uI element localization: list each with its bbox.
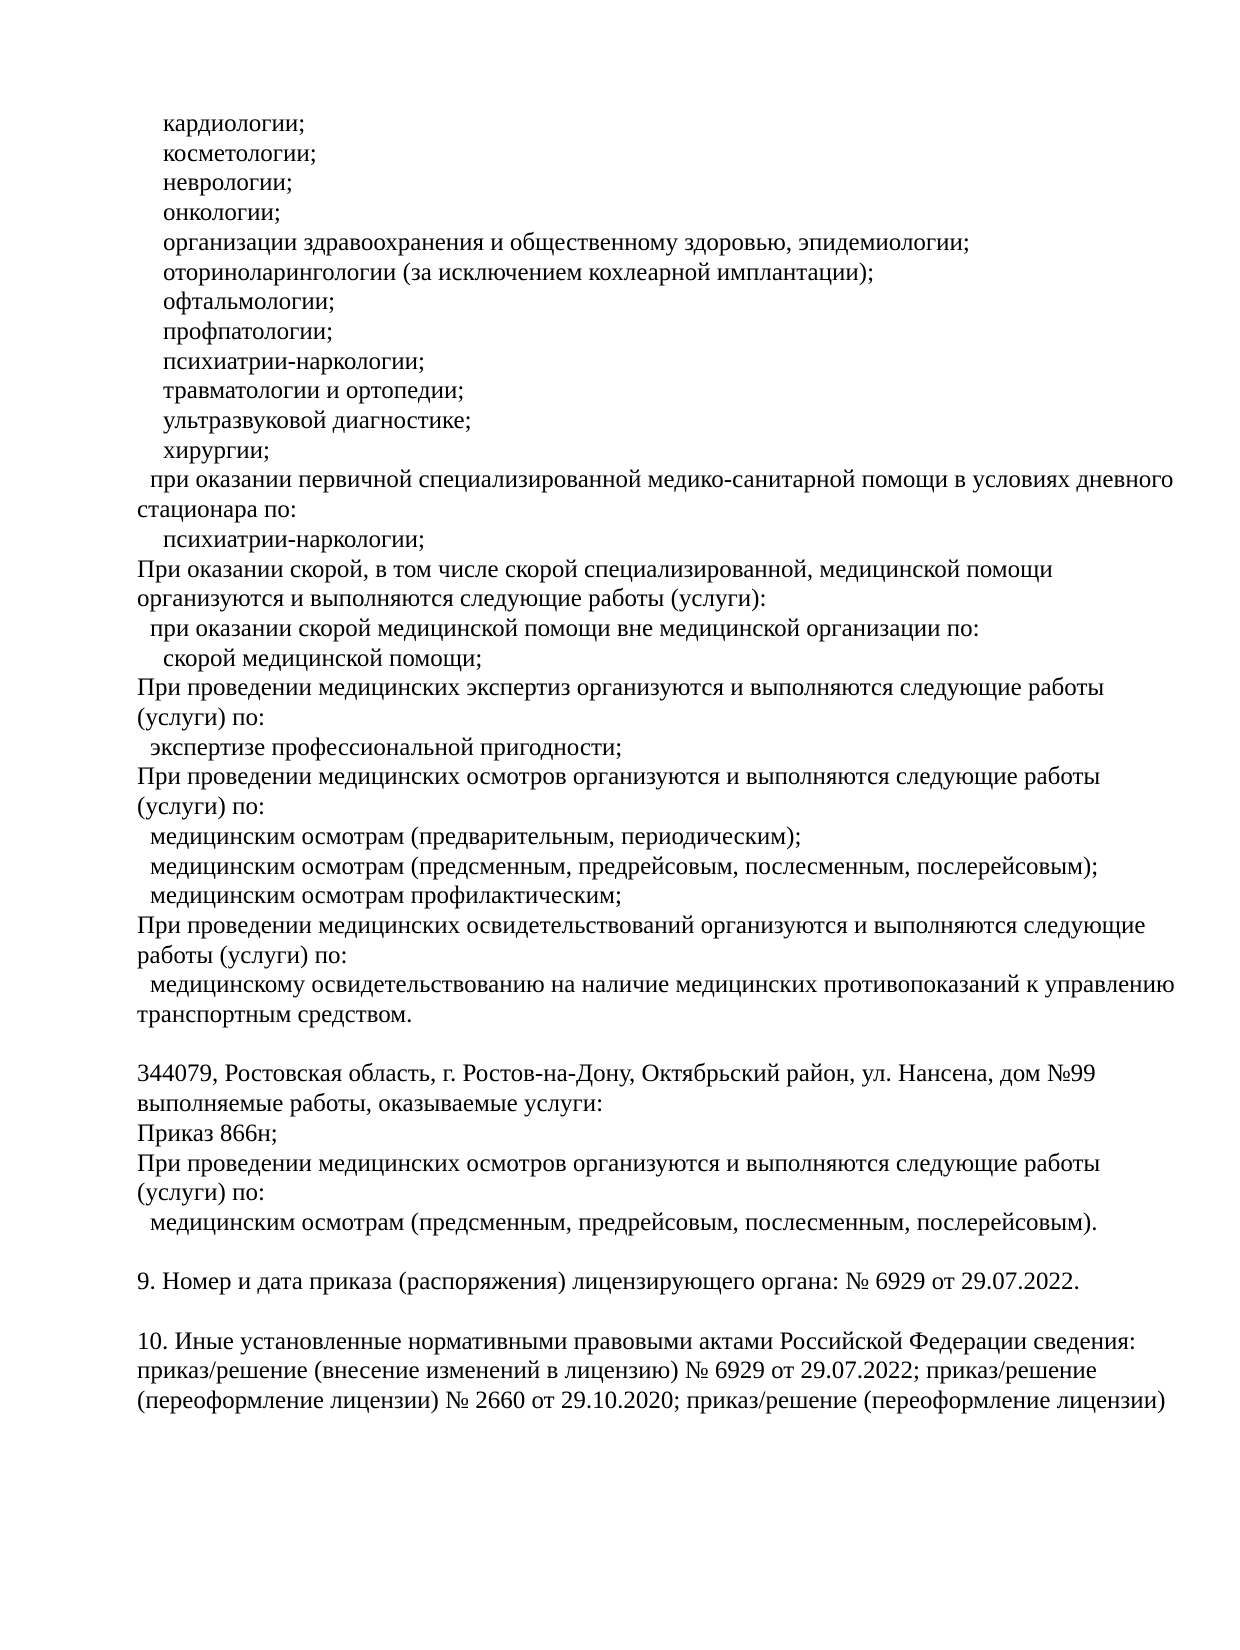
document-line: Приказ 866н; <box>137 1119 278 1147</box>
document-line: медицинскому освидетельствованию на наличие медицинских противопоказаний к управлению <box>150 971 1175 999</box>
document-line: кардиологии; <box>163 110 306 137</box>
document-line: (переоформление лицензии) № 2660 от 29.10.2020; приказ/решение (переоформление лицензии) <box>137 1387 1166 1415</box>
document-line: 9. Номер и дата приказа (распоряжения) лицензирующего органа: № 6929 от 29.07.2022. <box>137 1268 1080 1296</box>
document-line: психиатрии-наркологии; <box>163 525 425 553</box>
document-line: психиатрии-наркологии; <box>163 347 425 375</box>
document-line: (услуги) по: <box>137 793 265 821</box>
document-line: онкологии; <box>163 199 281 227</box>
document-line: скорой медицинской помощи; <box>163 644 483 672</box>
document-line: организуются и выполняются следующие работы (услуги): <box>137 585 767 613</box>
blank-line <box>137 1030 1197 1060</box>
document-text-block <box>137 109 1197 1416</box>
document-line: медицинским осмотрам (предсменным, предрейсовым, послесменным, послерейсовым); <box>150 852 1099 880</box>
document-line: выполняемые работы, оказываемые услуги: <box>137 1090 604 1118</box>
document-line: при оказании скорой медицинской помощи вне медицинской организации по: <box>150 614 980 642</box>
document-line: При проведении медицинских освидетельствований организуются и выполняются следующие <box>137 911 1146 939</box>
document-line: (услуги) по: <box>137 1179 265 1207</box>
document-line: травматологии и ортопедии; <box>163 377 465 405</box>
document-line: стационара по: <box>137 496 297 524</box>
document-line: при оказании первичной специализированной медико-санитарной помощи в условиях дневного <box>150 466 1174 494</box>
document-line: оториноларингологии (за исключением кохлеарной имплантации); <box>163 258 875 286</box>
document-line: При оказании скорой, в том числе скорой специализированной, медицинской помощи <box>137 555 1053 583</box>
document-line: транспортным средством. <box>137 1001 413 1029</box>
document-line: приказ/решение (внесение изменений в лицензию) № 6929 от 29.07.2022; приказ/решение <box>137 1357 1097 1385</box>
document-line: неврологии; <box>163 169 293 197</box>
document-line: медицинским осмотрам (предсменным, предрейсовым, послесменным, послерейсовым). <box>150 1209 1098 1236</box>
document-line: (услуги) по: <box>137 704 265 732</box>
document-line: экспертизе профессиональной пригодности; <box>150 733 623 761</box>
document-line: профпатологии; <box>163 317 334 345</box>
document-line: организации здравоохранения и общественному здоровью, эпидемиологии; <box>163 228 970 256</box>
document-line: ультразвуковой диагностике; <box>163 407 472 435</box>
document-line: хирургии; <box>163 436 271 464</box>
document-line: 344079, Ростовская область, г. Ростов-на-Дону, Октябрьский район, ул. Нансена, дом №99 <box>137 1060 1096 1088</box>
document-line: медицинским осмотрам (предварительным, периодическим); <box>150 822 802 850</box>
blank-line <box>137 1297 1197 1327</box>
document-line: При проведении медицинских осмотров организуются и выполняются следующие работы <box>137 1149 1101 1177</box>
document-line: медицинским осмотрам профилактическим; <box>150 882 622 910</box>
document-line: работы (услуги) по: <box>137 941 348 969</box>
document-line: При проведении медицинских осмотров организуются и выполняются следующие работы <box>137 763 1101 791</box>
document-line: При проведении медицинских экспертиз организуются и выполняются следующие работы <box>137 674 1105 702</box>
document-line: офтальмологии; <box>163 288 336 316</box>
document-line: 10. Иные установленные нормативными правовыми актами Российской Федерации сведения: <box>137 1327 1136 1355</box>
blank-line <box>137 1238 1197 1268</box>
document-line: косметологии; <box>163 139 317 167</box>
